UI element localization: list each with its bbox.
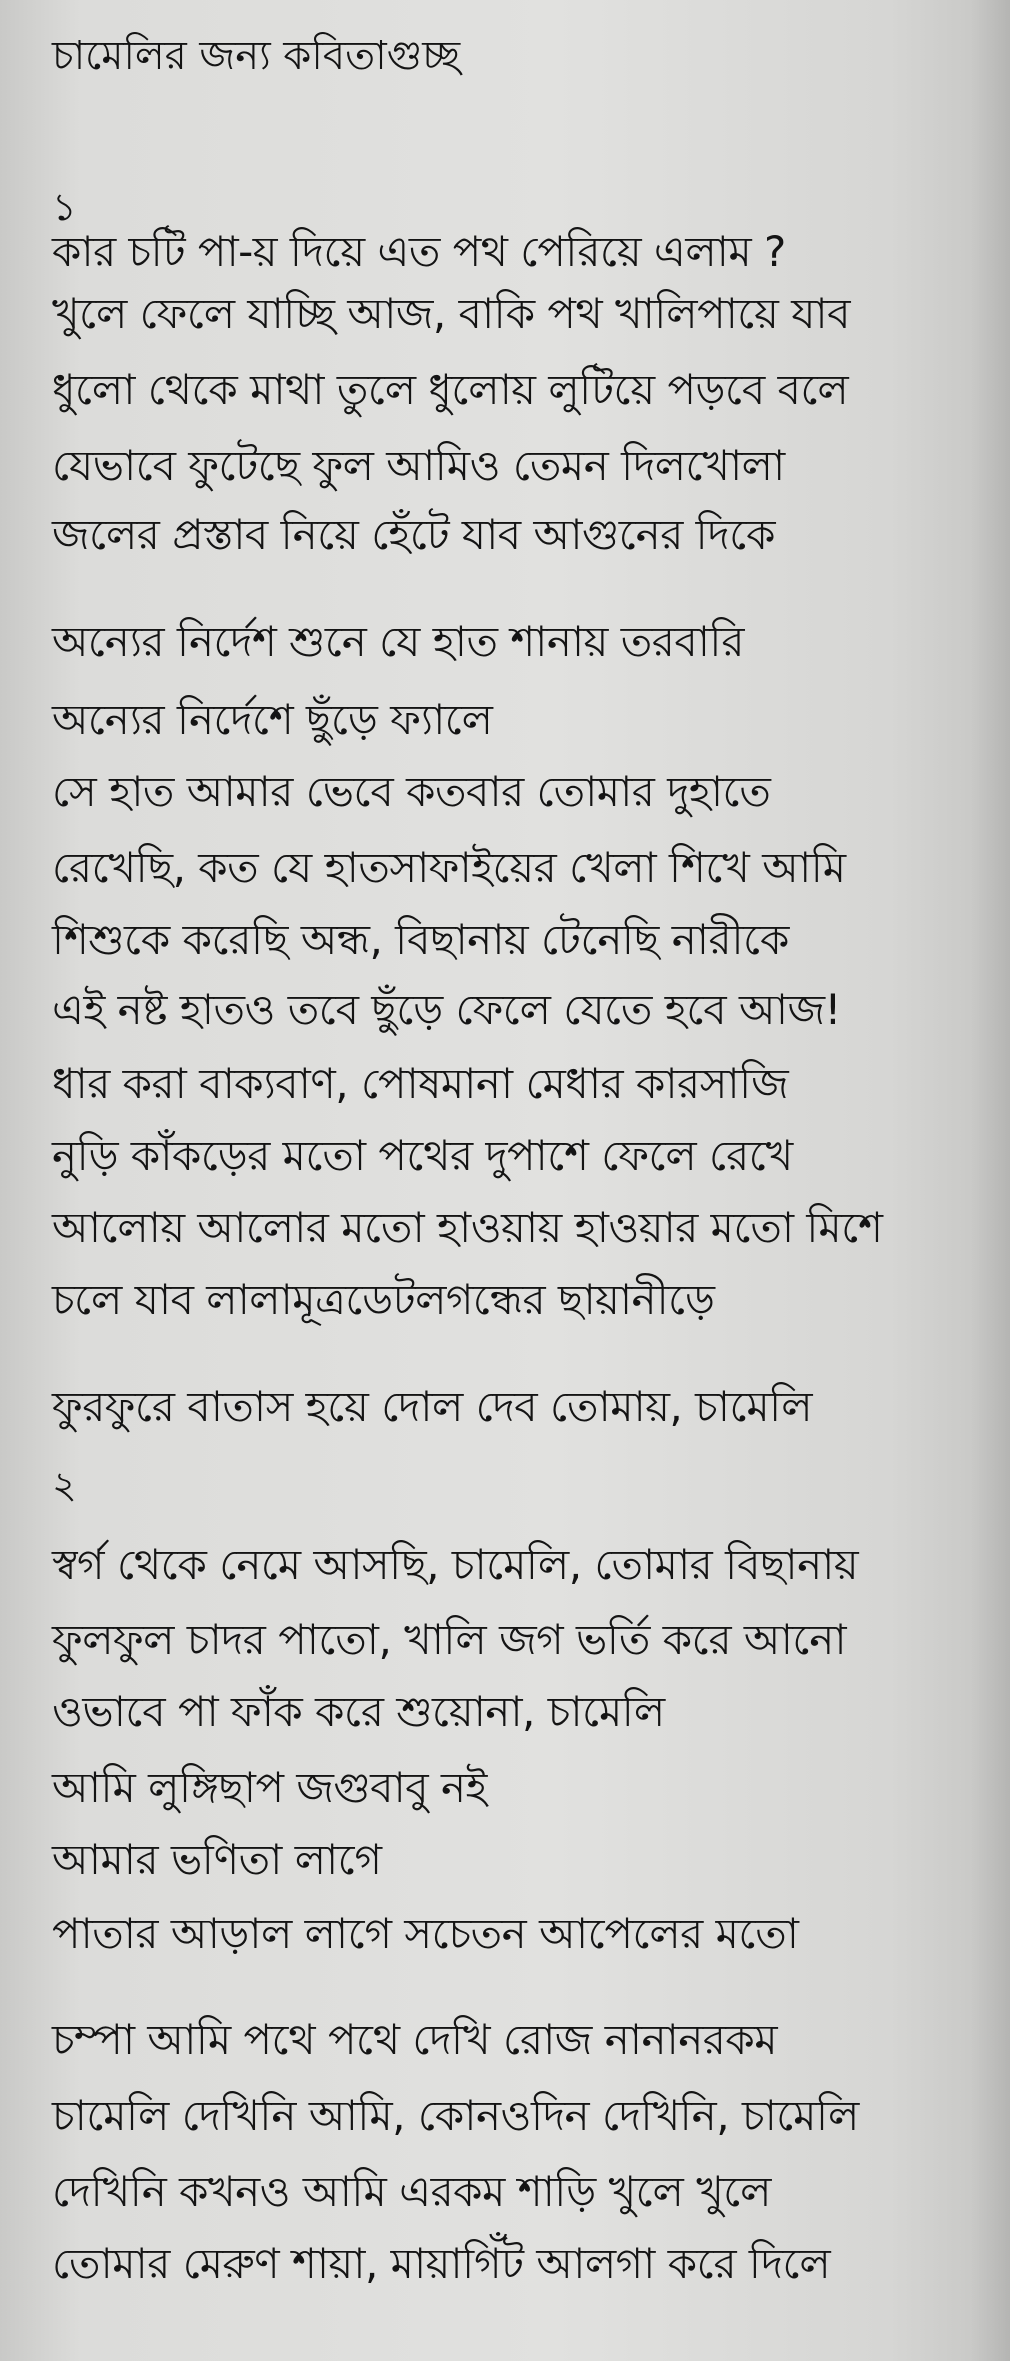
- poem-line: ফুলফুল চাদর পাতো, খালি জগ ভর্তি করে আনো: [52, 1615, 847, 1664]
- poem-line: জলের প্রস্তাব নিয়ে হেঁটে যাব আগুনের দিকে: [52, 510, 776, 559]
- poem-line: আমার ভণিতা লাগে: [52, 1835, 382, 1884]
- poem-line: চামেলি দেখিনি আমি, কোনওদিন দেখিনি, চামেলি: [52, 2091, 859, 2140]
- poem-line: সে হাত আমার ভেবে কতবার তোমার দুহাতে: [52, 767, 771, 816]
- page-edge-shadow: [970, 0, 1010, 2361]
- poem-line: নুড়ি কাঁকড়ের মতো পথের দুপাশে ফেলে রেখে: [52, 1131, 793, 1180]
- poem-line: খুলে ফেলে যাচ্ছি আজ, বাকি পথ খালিপায়ে যাব: [52, 289, 850, 338]
- poem-line: অন্যের নির্দেশে ছুঁড়ে ফ্যালে: [52, 695, 493, 744]
- poem-line: দেখিনি কখনও আমি এরকম শাড়ি খুলে খুলে: [52, 2167, 771, 2216]
- poem-line: আমি লুঙ্গিছাপ জগুবাবু নই: [52, 1763, 487, 1812]
- poem-title: চামেলির জন্য কবিতাগুচ্ছ: [52, 33, 461, 79]
- poem-line: কার চটি পা-য় দিয়ে এত পথ পেরিয়ে এলাম ?: [52, 227, 786, 276]
- section-number: ১: [52, 185, 77, 229]
- poem-line: যেভাবে ফুটেছে ফুল আমিও তেমন দিলখোলা: [52, 441, 785, 490]
- poem-line: এই নষ্ট হাতও তবে ছুঁড়ে ফেলে যেতে হবে আজ!: [52, 985, 841, 1034]
- poem-line: চম্পা আমি পথে পথে দেখি রোজ নানানরকম: [52, 2015, 778, 2064]
- poem-line: চলে যাব লালামূত্রডেটলগন্ধের ছায়ানীড়ে: [52, 1275, 715, 1324]
- poem-line: স্বর্গ থেকে নেমে আসছি, চামেলি, তোমার বিছানায়: [52, 1540, 859, 1589]
- poem-line: রেখেছি, কত যে হাতসাফাইয়ের খেলা শিখে আমি: [52, 843, 846, 892]
- poem-line: আলোয় আলোর মতো হাওয়ায় হাওয়ার মতো মিশে: [52, 1203, 883, 1252]
- poem-line: ধুলো থেকে মাথা তুলে ধুলোয় লুটিয়ে পড়বে বলে: [52, 365, 849, 414]
- poem-line: ওভাবে পা ফাঁক করে শুয়োনা, চামেলি: [52, 1687, 665, 1736]
- poem-line: শিশুকে করেছি অন্ধ, বিছানায় টেনেছি নারীকে: [52, 915, 789, 964]
- section-number: ২: [52, 1463, 77, 1507]
- poem-line: পাতার আড়াল লাগে সচেতন আপেলের মতো: [52, 1909, 799, 1958]
- poem-line: তোমার মেরুণ শায়া, মায়াগিঁট আলগা করে দিলে: [52, 2239, 831, 2288]
- poem-line: ধার করা বাক্যবাণ, পোষমানা মেধার কারসাজি: [52, 1059, 789, 1108]
- poem-line: অন্যের নির্দেশ শুনে যে হাত শানায় তরবারি: [52, 617, 744, 666]
- poem-line: ফুরফুরে বাতাস হয়ে দোল দেব তোমায়, চামেলি: [52, 1382, 812, 1431]
